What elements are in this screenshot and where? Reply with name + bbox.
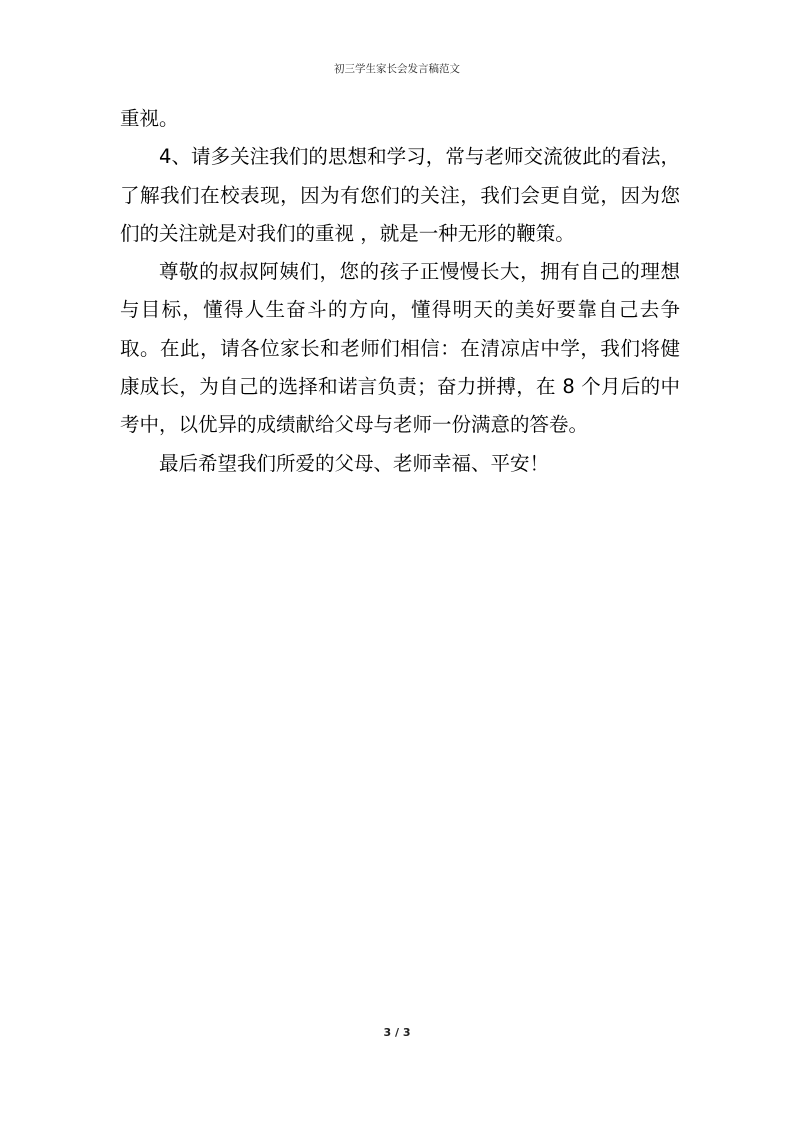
document-body bbox=[120, 100, 680, 483]
paragraph-closing: 最后希望我们所爱的父母、老师幸福、平安！ bbox=[159, 451, 550, 475]
paragraph-address: 尊敬的叔叔阿姨们，您的孩子正慢慢长大，拥有自己的理想与目标，懂得人生奋斗的方向，懂得明天的美好要靠自己去争取。在此，请各位家长和老师们相信：在清凉店中学，我们将健康成长，为自己的选择和诺言负责；奋力拼搏，在 8 个月后的中考中，以优异的成绩献给父母与老师一份满意的答卷。 bbox=[120, 260, 680, 437]
paragraph-continuation: 重视。 bbox=[120, 107, 179, 130]
page-header-title: 初三学生家长会发言稿范文 bbox=[334, 63, 460, 75]
page-number: 3 / 3 bbox=[383, 1026, 411, 1039]
paragraph-item-4: 4、请多关注我们的思想和学习，常与老师交流彼此的看法，了解我们在校表现，因为有您们的关注，我们会更自觉，因为您们的关注就是对我们的重视 ，就是一种无形的鞭策。 bbox=[120, 145, 680, 245]
